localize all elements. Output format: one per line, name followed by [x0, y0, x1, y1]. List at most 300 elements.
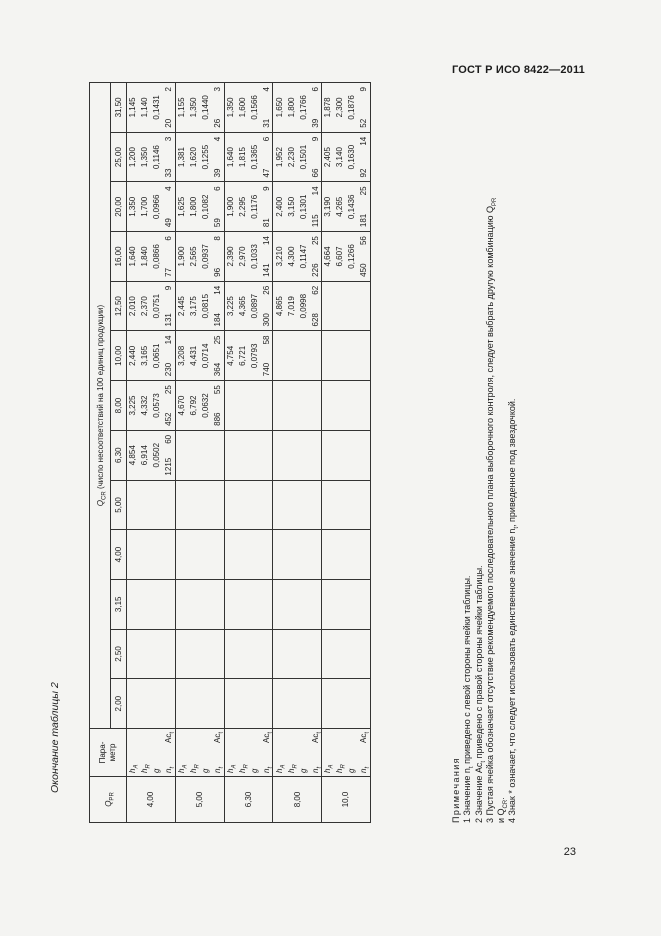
table-cell: 2,565 — [187, 232, 199, 282]
table-cell — [187, 679, 199, 729]
table-cell — [358, 629, 370, 679]
act-value: 56 — [359, 236, 369, 246]
table-cell — [127, 579, 139, 629]
table-caption: Окончание таблицы 2 — [49, 682, 61, 793]
act-value: 9 — [310, 136, 320, 142]
table-cell: 4,865 — [273, 281, 285, 331]
table-cell: 3,165 — [139, 331, 151, 381]
table-cell — [297, 381, 309, 431]
table-cell — [322, 381, 334, 431]
table-row — [334, 83, 346, 823]
table-row — [261, 83, 273, 823]
table-cell — [346, 679, 358, 729]
table-cell: 2,300 — [334, 83, 346, 133]
table-cell — [151, 629, 163, 679]
act-value: 55 — [213, 385, 223, 395]
param-label: $h_A$ — [322, 729, 334, 777]
table-cell — [127, 530, 139, 580]
table-cell: 1,350 — [224, 83, 236, 133]
nt-value: 131 — [164, 313, 174, 327]
table-cell — [163, 232, 175, 282]
table-cell — [200, 629, 212, 679]
table-cell: 4,431 — [187, 331, 199, 381]
qpr-value: 10,0 — [322, 777, 371, 823]
table-cell: 0,0998 — [297, 281, 309, 331]
act-value: 9 — [261, 186, 271, 191]
table-cell — [261, 281, 273, 331]
qpr-value: 6,30 — [224, 777, 273, 823]
act-value: 25 — [164, 385, 174, 395]
table-cell — [346, 331, 358, 381]
column-header: 25,00 — [111, 132, 127, 182]
table-row — [187, 83, 199, 823]
nt-value: 452 — [164, 412, 174, 426]
table-cell — [163, 381, 175, 431]
act-value: 58 — [261, 335, 271, 345]
standard-code: ГОСТ Р ИСО 8422—2011 — [451, 64, 585, 76]
table-cell — [297, 629, 309, 679]
param-label: $h_A$ — [273, 729, 285, 777]
table-cell: 3,150 — [285, 182, 297, 232]
column-header: 20,00 — [111, 182, 127, 232]
table-cell — [248, 629, 260, 679]
table-cell: 0,0793 — [248, 331, 260, 381]
table-cell — [224, 480, 236, 530]
nt-value: 184 — [213, 313, 223, 327]
nt-value: 740 — [261, 362, 271, 377]
table-cell — [297, 331, 309, 381]
table-cell: 1,640 — [224, 132, 236, 182]
qpr-value: 8,00 — [273, 777, 322, 823]
table-cell — [212, 381, 224, 431]
table-cell — [297, 679, 309, 729]
table-cell: 3,190 — [322, 182, 334, 232]
nt-value: 115 — [310, 214, 320, 228]
table-cell: 0,1266 — [346, 232, 358, 282]
table-cell — [334, 579, 346, 629]
table-cell — [175, 579, 187, 629]
table-cell: 0,0966 — [151, 182, 163, 232]
table-cell: 0,1365 — [248, 132, 260, 182]
table-cell — [200, 430, 212, 480]
table-cell — [309, 182, 321, 232]
table-cell: 7,019 — [285, 281, 297, 331]
table-cell — [309, 679, 321, 729]
table-cell — [297, 430, 309, 480]
table-cell: 2,370 — [139, 281, 151, 331]
act-value: 14 — [213, 285, 223, 295]
act-value: 25 — [310, 236, 320, 246]
table-cell — [309, 83, 321, 133]
table-container — [89, 83, 371, 823]
table-cell — [248, 579, 260, 629]
nt-value: 1215 — [164, 457, 174, 476]
table-cell — [187, 530, 199, 580]
page-number: 23 — [563, 846, 576, 858]
table-cell: 0,1566 — [248, 83, 260, 133]
table-cell: 0,0714 — [200, 331, 212, 381]
table-cell — [163, 679, 175, 729]
table-cell: 1,952 — [273, 132, 285, 182]
table-cell: 3,208 — [175, 331, 187, 381]
table-cell — [175, 480, 187, 530]
table-cell — [236, 679, 248, 729]
table-cell — [187, 480, 199, 530]
act-value: 25 — [213, 335, 223, 345]
table-cell — [224, 381, 236, 431]
nt-value: 886 — [213, 412, 223, 426]
act-value: 14 — [261, 236, 271, 246]
act-value: 6 — [164, 236, 174, 241]
column-header: 8,00 — [111, 381, 127, 431]
table-cell — [248, 679, 260, 729]
table-row — [285, 83, 297, 823]
table-cell — [163, 331, 175, 381]
table-cell — [285, 679, 297, 729]
table-cell — [309, 132, 321, 182]
table-cell — [273, 480, 285, 530]
table-cell: 2,400 — [273, 182, 285, 232]
table-cell: 1,878 — [322, 83, 334, 133]
table-cell — [139, 629, 151, 679]
table-cell: 4,664 — [322, 232, 334, 282]
table-cell — [358, 579, 370, 629]
table-cell — [187, 629, 199, 679]
table-cell — [248, 530, 260, 580]
table-row — [248, 83, 260, 823]
table-cell — [273, 530, 285, 580]
table-cell — [334, 381, 346, 431]
table-cell — [200, 530, 212, 580]
act-value: 14 — [359, 136, 369, 146]
table-cell — [175, 629, 187, 679]
table-cell — [261, 679, 273, 729]
table-cell — [346, 629, 358, 679]
nt-value: 181 — [359, 213, 369, 228]
table-cell: 4,754 — [224, 331, 236, 381]
table-cell — [358, 182, 370, 232]
param-label: $n_t$ $Ac_t$ — [212, 729, 224, 777]
table-cell — [175, 530, 187, 580]
qpr-value: 5,00 — [175, 777, 224, 823]
table-cell — [285, 430, 297, 480]
column-header: 6,30 — [111, 430, 127, 480]
param-label: g — [200, 729, 212, 777]
table-cell: 3,225 — [224, 281, 236, 331]
table-cell: 1,600 — [236, 83, 248, 133]
table-cell — [212, 480, 224, 530]
table-cell — [309, 281, 321, 331]
table-row — [346, 83, 358, 823]
param-label: $h_R$ — [285, 729, 297, 777]
table-cell — [358, 430, 370, 480]
table-cell — [212, 530, 224, 580]
table-cell — [309, 629, 321, 679]
table-cell — [322, 480, 334, 530]
table-cell: 0,1176 — [248, 182, 260, 232]
table-cell — [322, 331, 334, 381]
table-cell — [261, 579, 273, 629]
table-cell — [297, 579, 309, 629]
table-cell: 2,230 — [285, 132, 297, 182]
table-cell — [261, 480, 273, 530]
table-cell — [139, 679, 151, 729]
table-cell: 0,0937 — [200, 232, 212, 282]
table-cell — [261, 629, 273, 679]
table-cell — [273, 430, 285, 480]
table-cell — [175, 679, 187, 729]
table-cell: 1,620 — [187, 132, 199, 182]
param-label: $h_A$ — [127, 729, 139, 777]
table-cell: 2,390 — [224, 232, 236, 282]
table-cell: 0,1431 — [151, 83, 163, 133]
table-cell: 0,0815 — [200, 281, 212, 331]
table-cell — [151, 679, 163, 729]
table-cell — [358, 281, 370, 331]
column-header: 2,00 — [111, 679, 127, 729]
table-cell — [285, 331, 297, 381]
table-cell — [236, 530, 248, 580]
table-cell — [297, 530, 309, 580]
table-cell — [309, 579, 321, 629]
table-cell: 3,210 — [273, 232, 285, 282]
table-row — [127, 83, 139, 823]
table-cell: 3,140 — [334, 132, 346, 182]
table-cell — [200, 679, 212, 729]
table-cell — [261, 232, 273, 282]
table-cell — [224, 629, 236, 679]
param-label: $h_A$ — [224, 729, 236, 777]
table-cell — [187, 430, 199, 480]
table-row — [358, 83, 370, 823]
table-cell — [334, 331, 346, 381]
table-cell: 1,840 — [139, 232, 151, 282]
table-cell — [261, 83, 273, 133]
table-row — [212, 83, 224, 823]
note-1: 1 Значение $n_t$ приведено с левой стороны ячейки таблицы. — [462, 575, 476, 823]
act-value: 62 — [310, 285, 320, 295]
nt-value: 59 — [213, 218, 223, 228]
table-cell — [224, 579, 236, 629]
table-cell — [322, 679, 334, 729]
notes — [451, 83, 519, 823]
table-cell: 0,0866 — [151, 232, 163, 282]
act-value: 26 — [261, 285, 271, 295]
table-cell — [151, 480, 163, 530]
table-cell — [358, 331, 370, 381]
table-cell: 6,721 — [236, 331, 248, 381]
table-cell — [236, 629, 248, 679]
notes-title: Примечания — [451, 757, 461, 823]
table-cell: 1,640 — [127, 232, 139, 282]
act-value: 3 — [213, 87, 223, 92]
table-cell — [322, 579, 334, 629]
table-cell — [248, 480, 260, 530]
param-label: g — [346, 729, 358, 777]
table-cell — [163, 430, 175, 480]
act-value: 3 — [164, 136, 174, 142]
act-value: 6 — [261, 136, 271, 142]
param-label: $h_R$ — [187, 729, 199, 777]
header-qcr-group: $Q_{CR}$ (число несоответствий на 100 единиц продукции) — [90, 83, 111, 729]
param-label: $h_R$ — [139, 729, 151, 777]
table-cell — [322, 530, 334, 580]
note-2: 2 Значение $Ac_t$ приведено с правой стороны ячейки таблицы. — [473, 565, 487, 823]
table-cell — [309, 530, 321, 580]
nt-value: 20 — [164, 118, 174, 128]
table-cell: 1,625 — [175, 182, 187, 232]
nt-value: 52 — [359, 118, 369, 128]
table-cell — [358, 480, 370, 530]
table-cell — [212, 579, 224, 629]
table-cell — [139, 530, 151, 580]
table-cell — [212, 430, 224, 480]
act-value: 4 — [213, 136, 223, 142]
table-cell: 1,700 — [139, 182, 151, 232]
table-cell — [175, 430, 187, 480]
table-cell: 3,175 — [187, 281, 199, 331]
param-label: $n_t$ $Ac_t$ — [261, 729, 273, 777]
act-value: 9 — [164, 285, 174, 291]
table-cell: 1,200 — [127, 132, 139, 182]
table-cell: 0,1255 — [200, 132, 212, 182]
table-cell: 0,1082 — [200, 182, 212, 232]
table-row — [297, 83, 309, 823]
table-cell — [309, 430, 321, 480]
act-value: 25 — [359, 186, 369, 196]
table-cell — [248, 381, 260, 431]
table-cell — [334, 629, 346, 679]
table-cell — [334, 530, 346, 580]
table-cell — [346, 381, 358, 431]
param-label: $n_t$ $Ac_t$ — [309, 729, 321, 777]
nt-value: 450 — [359, 263, 369, 277]
table-cell: 6,914 — [139, 430, 151, 480]
table-cell: 0,0651 — [151, 331, 163, 381]
act-value: 14 — [164, 335, 174, 345]
act-value: 8 — [213, 236, 223, 241]
act-value: 4 — [261, 87, 271, 92]
table-cell — [358, 381, 370, 431]
table-cell — [212, 629, 224, 679]
table-cell: 1,650 — [273, 83, 285, 133]
table-cell — [139, 579, 151, 629]
nt-value: 230 — [164, 362, 174, 377]
table-cell — [273, 679, 285, 729]
act-value: 2 — [164, 87, 174, 92]
table-cell: 0,1501 — [297, 132, 309, 182]
table-cell — [236, 480, 248, 530]
table-cell — [127, 629, 139, 679]
table-cell — [346, 480, 358, 530]
table-cell — [212, 83, 224, 133]
table-cell — [212, 331, 224, 381]
table-cell: 0,1146 — [151, 132, 163, 182]
table-cell — [285, 381, 297, 431]
table-cell: 4,854 — [127, 430, 139, 480]
note-4: 4 Знак * означает, что следует использовать единственное значение $n_t$, приведенное под звездочкой. — [507, 398, 521, 823]
nt-value: 31 — [261, 118, 271, 128]
table-cell: 1,145 — [127, 83, 139, 133]
table-cell: 1,140 — [139, 83, 151, 133]
nt-value: 300 — [261, 313, 271, 327]
table-cell — [163, 530, 175, 580]
table-cell — [334, 281, 346, 331]
nt-value: 141 — [261, 263, 271, 277]
table-cell — [224, 530, 236, 580]
table-cell — [151, 579, 163, 629]
table-cell — [212, 232, 224, 282]
table-cell — [358, 679, 370, 729]
table-cell — [285, 629, 297, 679]
column-header-row — [111, 83, 127, 823]
param-label: $h_A$ — [175, 729, 187, 777]
nt-value: 39 — [310, 118, 320, 128]
table-cell: 2,445 — [175, 281, 187, 331]
table-cell — [224, 430, 236, 480]
act-value: 60 — [164, 434, 174, 444]
table-cell — [285, 480, 297, 530]
table-cell: 0,0502 — [151, 430, 163, 480]
table-cell — [139, 480, 151, 530]
rotated-page-content — [49, 83, 521, 823]
table-cell — [309, 381, 321, 431]
column-header: 12,50 — [111, 281, 127, 331]
param-label: g — [297, 729, 309, 777]
nt-value: 226 — [310, 263, 320, 277]
qpr-value: 4,00 — [127, 777, 176, 823]
table-cell: 3,225 — [127, 381, 139, 431]
param-label: $n_t$ $Ac_t$ — [358, 729, 370, 777]
table-cell: 1,350 — [127, 182, 139, 232]
note-3: 3 Пустая ячейка обозначает отсутствие рекомендуемого последовательного плана выборочного контроля, следует выбрать другую комбинацию $Q_{PR}$ — [484, 197, 498, 823]
column-header: 4,00 — [111, 530, 127, 580]
table-cell — [212, 132, 224, 182]
nt-value: 628 — [310, 313, 320, 327]
table-cell — [212, 281, 224, 331]
table-cell: 1,350 — [139, 132, 151, 182]
table-cell — [273, 331, 285, 381]
nt-value: 39 — [213, 168, 223, 178]
nt-value: 47 — [261, 168, 271, 178]
table-cell — [346, 579, 358, 629]
table-cell — [127, 480, 139, 530]
table-cell — [236, 381, 248, 431]
table-row — [236, 83, 248, 823]
nt-value: 96 — [213, 267, 223, 277]
note-3-cont: и $Q_{CR}$. — [496, 797, 509, 823]
table-cell: 4,365 — [236, 281, 248, 331]
column-header: 16,00 — [111, 232, 127, 282]
table-cell — [358, 83, 370, 133]
table-row — [151, 83, 163, 823]
table-cell — [334, 430, 346, 480]
param-label: g — [248, 729, 260, 777]
table-cell — [309, 480, 321, 530]
table-cell — [163, 629, 175, 679]
table-cell — [334, 679, 346, 729]
table-cell — [200, 579, 212, 629]
table-row — [224, 83, 236, 823]
table-cell — [236, 430, 248, 480]
table-cell: 1,350 — [187, 83, 199, 133]
column-header: 10,00 — [111, 331, 127, 381]
table-cell — [151, 530, 163, 580]
table-cell — [212, 679, 224, 729]
table-cell — [358, 530, 370, 580]
table-row — [175, 83, 187, 823]
act-value: 4 — [164, 186, 174, 191]
